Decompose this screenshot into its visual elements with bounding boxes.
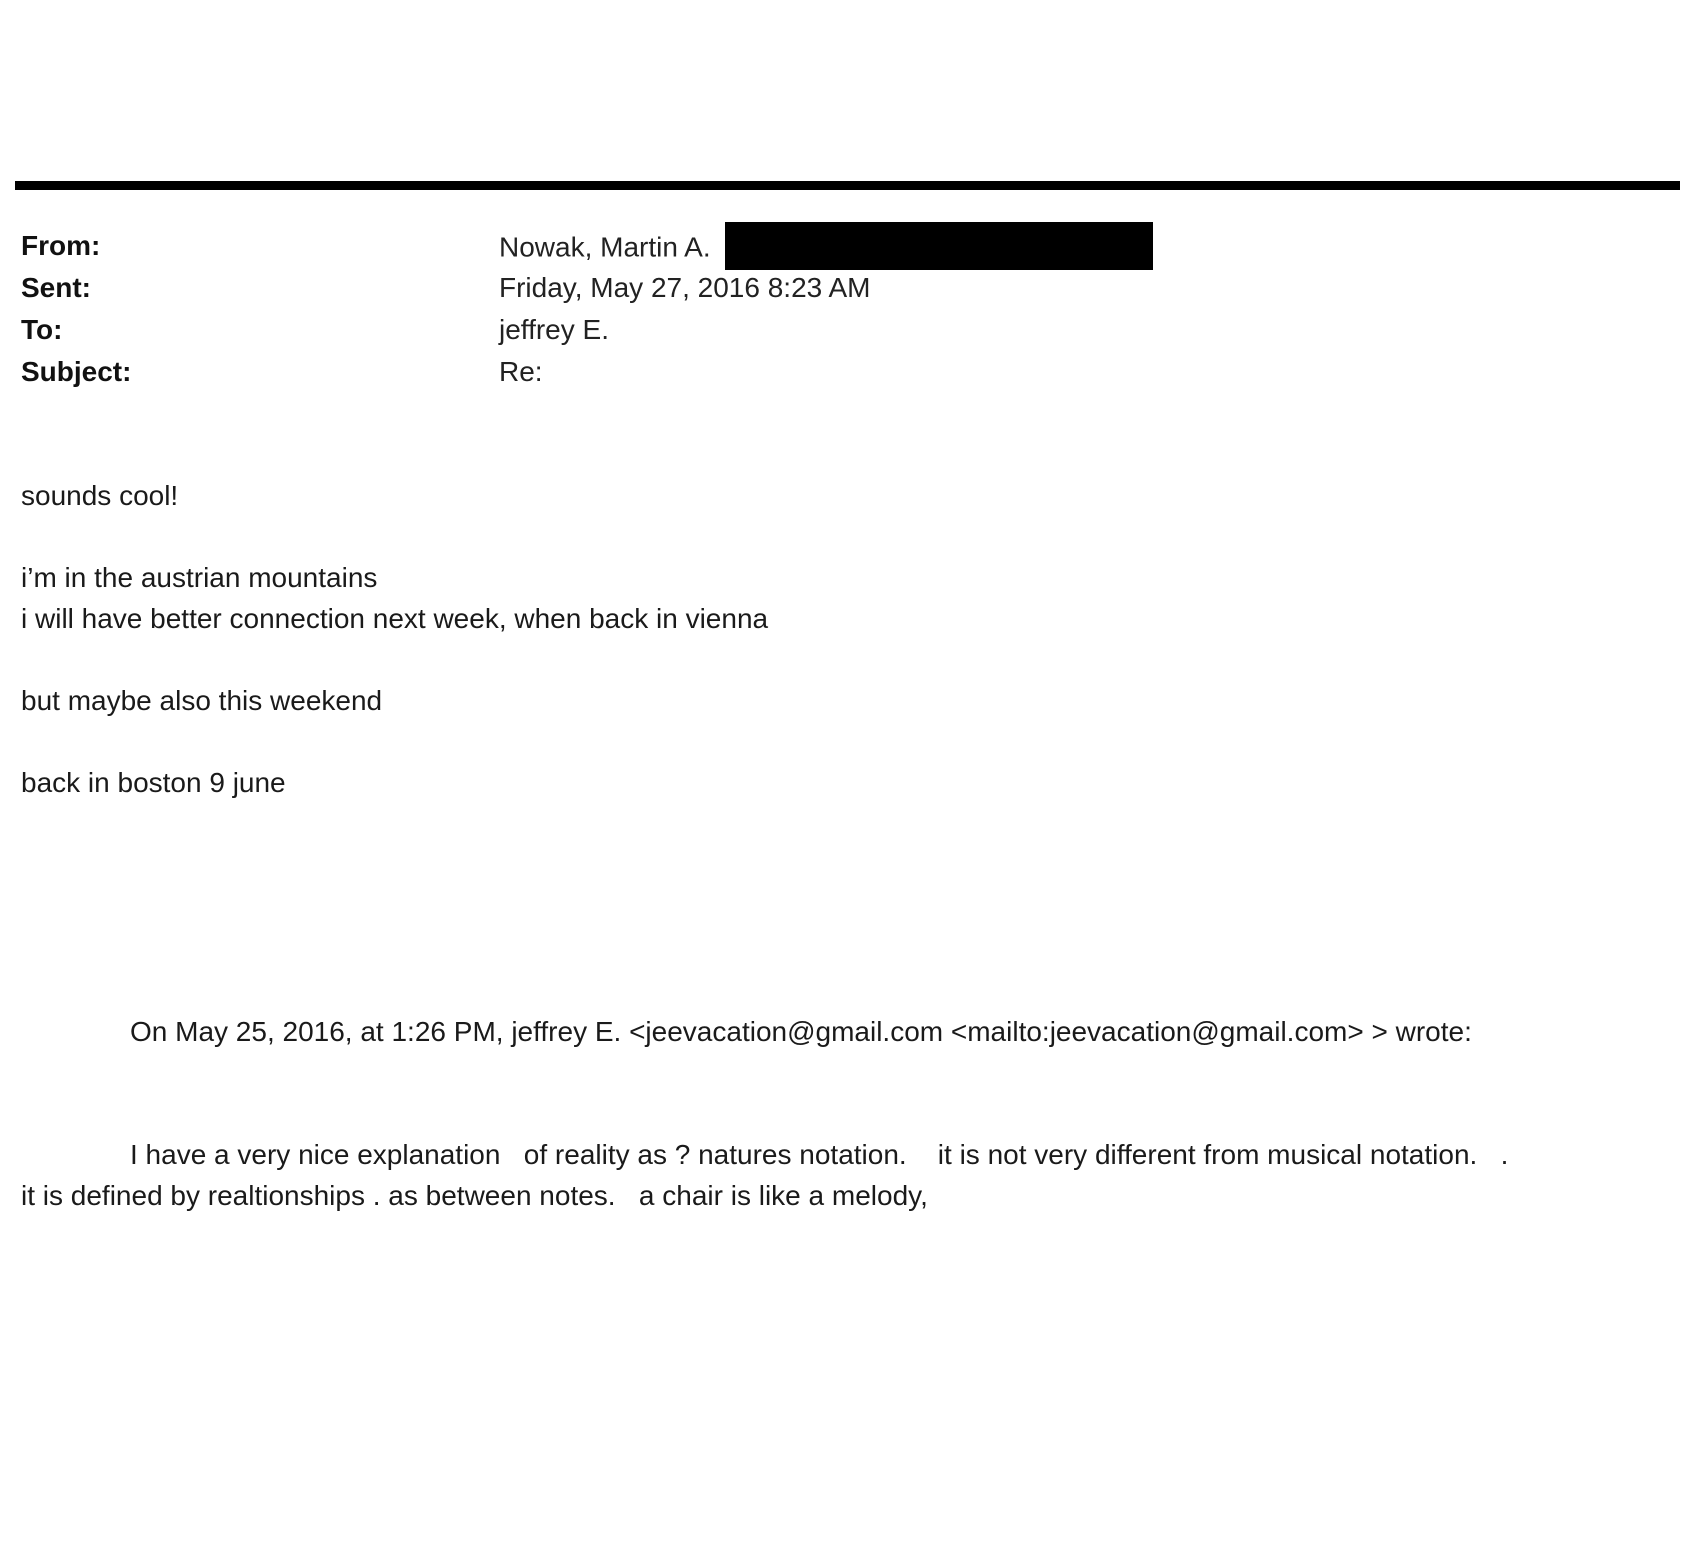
sent-value: Friday, May 27, 2016 8:23 AM (499, 272, 871, 303)
subject-value: Re: (499, 356, 543, 387)
to-label: To: (21, 314, 63, 345)
email-header (21, 225, 1621, 393)
from-label: From: (21, 230, 101, 261)
sent-row (21, 267, 1621, 309)
body-line-5: back in boston 9 june (21, 767, 286, 798)
to-value: jeffrey E. (499, 314, 609, 345)
to-row (21, 309, 1621, 351)
header-divider (15, 181, 1680, 190)
redaction-block (725, 222, 1153, 270)
body-line-3: i will have better connection next week, when back in vienna (21, 603, 769, 634)
quoted-line-1: I have a very nice explanation of reality as ? natures notation. it is not very different from musical notation. . (130, 1139, 1509, 1170)
quoted-line-2: it is defined by realtionships . as between notes. a chair is like a melody, (21, 1180, 928, 1211)
from-value (499, 225, 1153, 273)
body-line-2: i’m in the austrian mountains (21, 562, 378, 593)
quoted-message (21, 1134, 1661, 1216)
body-line-1: sounds cool! (21, 480, 179, 511)
subject-label: Subject: (21, 356, 132, 387)
quoted-attribution: On May 25, 2016, at 1:26 PM, jeffrey E. <jeevacation@gmail.com <mailto:jeevacation@gmail.com> > wrote: (130, 1016, 1472, 1047)
sent-label: Sent: (21, 272, 91, 303)
from-row (21, 225, 1621, 267)
body-line-4: but maybe also this weekend (21, 685, 383, 716)
subject-row (21, 351, 1621, 393)
sender-name: Nowak, Martin A. (499, 231, 711, 263)
